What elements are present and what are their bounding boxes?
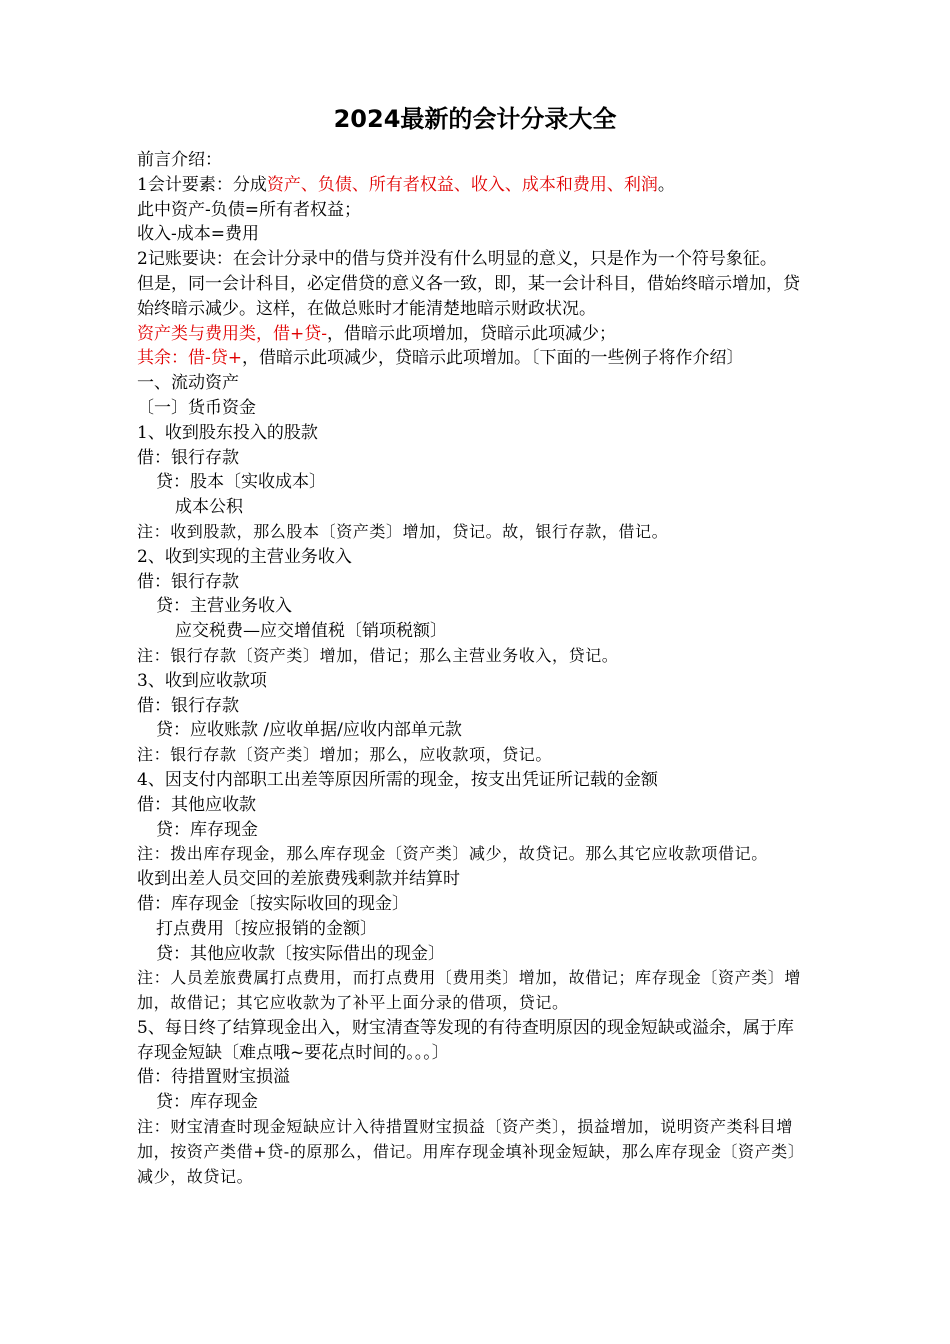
text-paragraph (137, 495, 809, 520)
text-paragraph (137, 917, 809, 942)
text-paragraph (137, 371, 809, 396)
highlighted-text: 资产类与费用类，借+贷- (137, 323, 327, 344)
text-paragraph (137, 446, 809, 471)
highlighted-text: 其余：借-贷+ (137, 348, 242, 369)
text-paragraph (137, 768, 809, 793)
document-body (137, 148, 809, 1189)
note-paragraph (137, 842, 809, 867)
text-paragraph (137, 148, 809, 173)
text-paragraph (137, 1065, 809, 1090)
text-segment: 收到出差人员交回的差旅费残剩款并结算时 (137, 869, 460, 890)
text-segment: 2记账要诀：在会计分录中的借与贷并没有什么明显的意义，只是作为一个符号象征。 (137, 249, 777, 270)
note-paragraph (137, 1115, 809, 1189)
text-segment: 贷：库存现金 (156, 819, 258, 840)
text-paragraph (137, 545, 809, 570)
text-segment: 应交税费—应交增值税〔销项税额〕 (175, 621, 447, 642)
note-paragraph (137, 644, 809, 669)
text-segment: 打点费用〔按应报销的金额〕 (156, 918, 377, 939)
text-paragraph (137, 793, 809, 818)
text-segment: 借：待措置财宝损溢 (137, 1067, 290, 1088)
text-paragraph (137, 867, 809, 892)
text-segment: 注：人员差旅费属打点费用，而打点费用〔费用类〕增加，故借记；库存现金〔资产类〕增加，故借记；其它应收款为了补平上面分录的借项，贷记。 (137, 968, 802, 1013)
document-title: 2024最新的会计分录大全 (333, 105, 617, 133)
text-paragraph (137, 942, 809, 967)
text-segment: 借：库存现金〔按实际收回的现金〕 (137, 893, 409, 914)
text-paragraph (137, 346, 809, 371)
text-segment: 成本公积 (175, 497, 243, 518)
text-paragraph (137, 272, 809, 322)
text-paragraph (137, 818, 809, 843)
text-segment: 1、收到股东投入的股款 (137, 422, 318, 443)
text-segment: 借：银行存款 (137, 695, 239, 716)
text-segment: ，借暗示此项减少，贷暗示此项增加。〔下面的一些例子将作介绍〕 (242, 348, 744, 369)
note-paragraph (137, 520, 809, 545)
text-paragraph (137, 570, 809, 595)
text-segment: 。 (657, 174, 675, 195)
text-segment: 贷：库存现金 (156, 1092, 258, 1113)
text-paragraph (137, 694, 809, 719)
text-segment: 贷：应收账款 /应收单据/应收内部单元款 (156, 720, 462, 741)
text-segment: 注：银行存款〔资产类〕增加；那么，应收款项，贷记。 (137, 745, 553, 765)
text-paragraph (137, 173, 809, 198)
text-segment: 注：拨出库存现金，那么库存现金〔资产类〕减少，故贷记。那么其它应收款项借记。 (137, 844, 768, 864)
text-segment: 此中资产-负债=所有者权益； (137, 199, 361, 220)
text-paragraph (137, 396, 809, 421)
text-segment: 〔一〕货币资金 (137, 397, 256, 418)
text-paragraph (137, 247, 809, 272)
text-segment: 借：其他应收款 (137, 794, 256, 815)
text-paragraph (137, 198, 809, 223)
text-segment: 借：银行存款 (137, 571, 239, 592)
text-segment: 3、收到应收款项 (137, 670, 267, 691)
text-paragraph (137, 470, 809, 495)
text-segment: 1会计要素：分成 (137, 174, 267, 195)
text-segment: 借：银行存款 (137, 447, 239, 468)
text-segment: 收入-成本=费用 (137, 224, 259, 245)
text-segment: 贷：股本〔实收成本〕 (156, 472, 326, 493)
text-paragraph (137, 619, 809, 644)
note-paragraph (137, 743, 809, 768)
text-segment: 贷：主营业务收入 (156, 596, 292, 617)
text-segment: 前言介绍： (137, 150, 222, 170)
text-paragraph (137, 718, 809, 743)
text-paragraph (137, 892, 809, 917)
text-paragraph (137, 1090, 809, 1115)
text-segment: 贷：其他应收款〔按实际借出的现金〕 (156, 943, 445, 964)
text-paragraph (137, 421, 809, 446)
text-paragraph (137, 322, 809, 347)
text-segment: 5、每日终了结算现金出入，财宝清查等发现的有待查明原因的现金短缺或溢余，属于库存现金短缺〔难点哦~要花点时间的。。。〕 (137, 1017, 794, 1063)
highlighted-text: 资产、负债、所有者权益、收入、成本和费用、利润 (266, 174, 658, 195)
note-paragraph (137, 966, 809, 1016)
text-segment: 注：银行存款〔资产类〕增加，借记；那么主营业务收入，贷记。 (137, 645, 619, 665)
text-segment: 一、流动资产 (137, 373, 239, 394)
text-paragraph (137, 1016, 809, 1066)
text-paragraph (137, 222, 809, 247)
text-segment: ，借暗示此项增加，贷暗示此项减少； (327, 323, 616, 344)
text-segment: 注：财宝清查时现金短缺应计入待措置财宝损益〔资产类〕，损益增加，说明资产类科目增加，按资产类借+贷-的原那么，借记。用库存现金填补现金短缺，那么库存现金〔资产类〕减少，故贷记。 (137, 1117, 805, 1186)
text-segment: 注：收到股款，那么股本〔资产类〕增加，贷记。故，银行存款，借记。 (137, 521, 669, 541)
text-segment: 但是，同一会计科目，必定借贷的意义各一致，即，某一会计科目，借始终暗示增加，贷始终暗示减少。这样，在做总账时才能清楚地暗示财政状况。 (137, 273, 800, 319)
text-segment: 4、因支付内部职工出差等原因所需的现金，按支出凭证所记载的金额 (137, 769, 658, 790)
text-segment: 2、收到实现的主营业务收入 (137, 546, 352, 567)
text-paragraph (137, 594, 809, 619)
text-paragraph (137, 669, 809, 694)
